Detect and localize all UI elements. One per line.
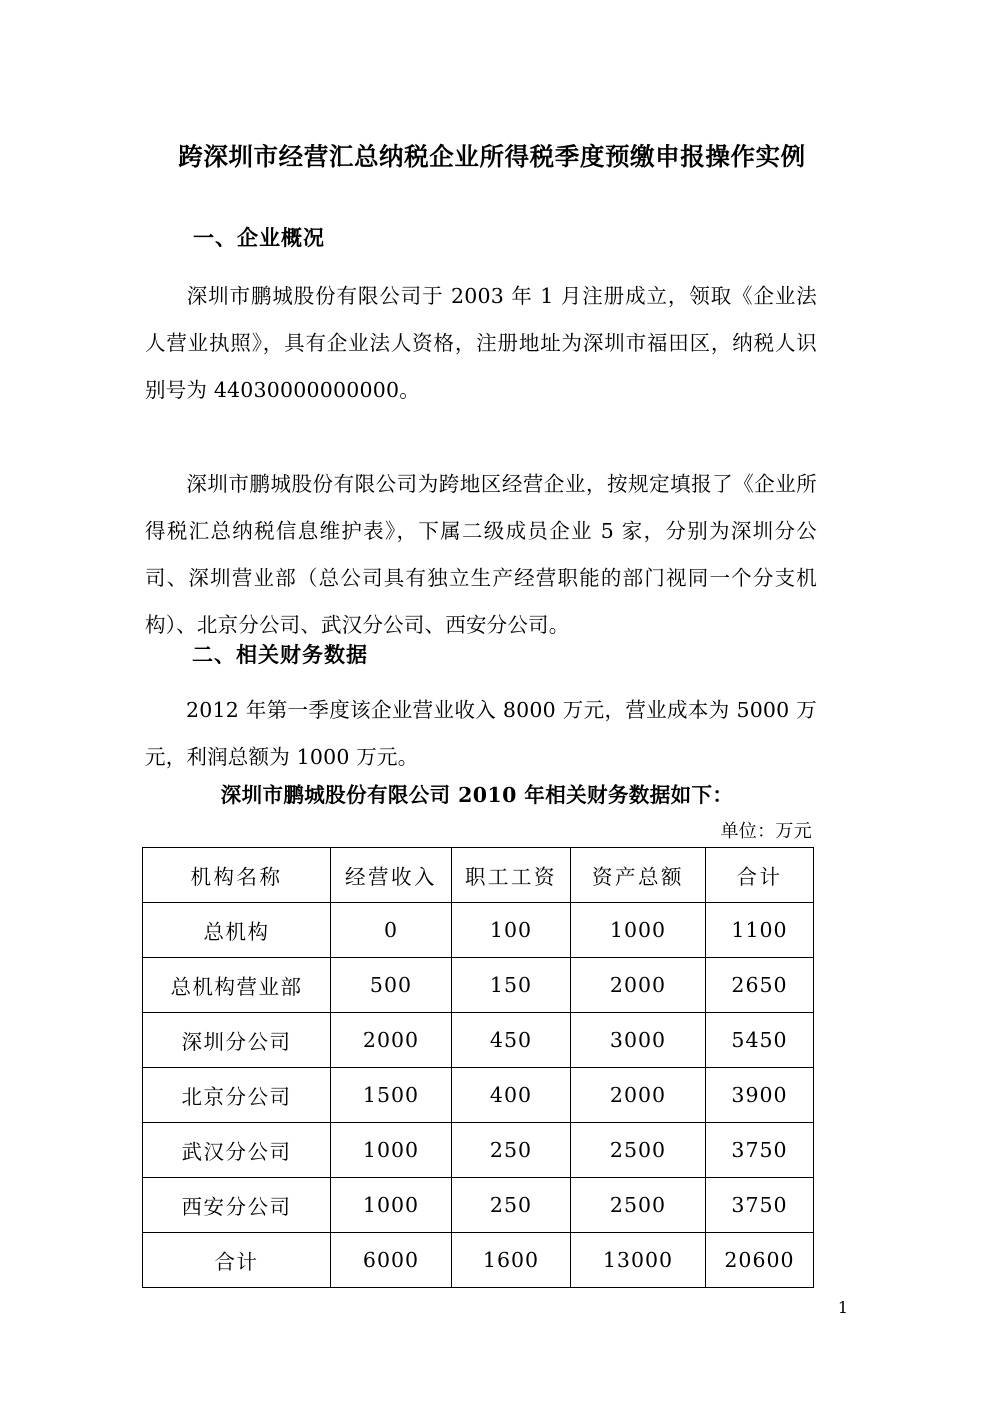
cell-total-assets: 2000 [571, 1068, 706, 1123]
cell-institution-name: 合计 [143, 1233, 331, 1288]
paragraph-quarterly-figures [145, 687, 817, 781]
table-row [143, 1178, 814, 1233]
cell-employee-wages: 250 [452, 1178, 571, 1233]
paragraph-branch-structure [145, 461, 817, 649]
cell-total: 1100 [706, 903, 814, 958]
table-unit-label: 单位：万元 [720, 821, 812, 842]
section-heading-financial-data: 二、相关财务数据 [192, 642, 368, 668]
cell-operating-income: 6000 [331, 1233, 452, 1288]
paragraph-text: 深圳市鹏城股份有限公司于 2003 年 1 月注册成立，领取《企业法人营业执照》，具有企业法人资格，注册地址为深圳市福田区，纳税人识别号为 44030000000000。 [145, 283, 817, 402]
table-header-employee-wages: 职工工资 [452, 848, 571, 903]
cell-institution-name: 总机构 [143, 903, 331, 958]
section-heading-enterprise-overview: 一、企业概况 [193, 225, 325, 251]
cell-total-assets: 2000 [571, 958, 706, 1013]
cell-employee-wages: 450 [452, 1013, 571, 1068]
page-number: 1 [837, 1298, 848, 1317]
cell-operating-income: 1500 [331, 1068, 452, 1123]
cell-institution-name: 武汉分公司 [143, 1123, 331, 1178]
table-row [143, 1013, 814, 1068]
cell-operating-income: 2000 [331, 1013, 452, 1068]
cell-employee-wages: 1600 [452, 1233, 571, 1288]
cell-total: 3900 [706, 1068, 814, 1123]
cell-operating-income: 1000 [331, 1123, 452, 1178]
cell-operating-income: 0 [331, 903, 452, 958]
cell-operating-income: 500 [331, 958, 452, 1013]
paragraph-text: 2012 年第一季度该企业营业收入 8000 万元，营业成本为 5000 万元，利润总额为 1000 万元。 [145, 697, 817, 769]
cell-institution-name: 总机构营业部 [143, 958, 331, 1013]
cell-total: 3750 [706, 1178, 814, 1233]
cell-operating-income: 1000 [331, 1178, 452, 1233]
cell-employee-wages: 250 [452, 1123, 571, 1178]
cell-employee-wages: 100 [452, 903, 571, 958]
cell-total-assets: 13000 [571, 1233, 706, 1288]
cell-total-assets: 1000 [571, 903, 706, 958]
cell-employee-wages: 150 [452, 958, 571, 1013]
table-caption: 深圳市鹏城股份有限公司 2010 年相关财务数据如下： [220, 783, 734, 807]
cell-total: 20600 [706, 1233, 814, 1288]
table-row [143, 1068, 814, 1123]
cell-institution-name: 深圳分公司 [143, 1013, 331, 1068]
cell-total-assets: 2500 [571, 1123, 706, 1178]
cell-institution-name: 北京分公司 [143, 1068, 331, 1123]
table-row [143, 1123, 814, 1178]
table-header-operating-income: 经营收入 [331, 848, 452, 903]
cell-total: 5450 [706, 1013, 814, 1068]
paragraph-text: 深圳市鹏城股份有限公司为跨地区经营企业，按规定填报了《企业所得税汇总纳税信息维护表》，下属二级成员企业 5 家，分别为深圳分公司、深圳营业部（总公司具有独立生产经营职能的部门视同一个分支机构）、北京分公司、武汉分公司、西安分公司。 [145, 471, 817, 637]
table-header-total-assets: 资产总额 [571, 848, 706, 903]
table-row [143, 958, 814, 1013]
cell-total: 3750 [706, 1123, 814, 1178]
cell-employee-wages: 400 [452, 1068, 571, 1123]
table-row [143, 903, 814, 958]
table-header-total: 合计 [706, 848, 814, 903]
paragraph-company-registration [145, 273, 817, 414]
cell-total: 2650 [706, 958, 814, 1013]
table-row-total [143, 1233, 814, 1288]
table-header-institution-name: 机构名称 [143, 848, 331, 903]
cell-institution-name: 西安分公司 [143, 1178, 331, 1233]
table-header-row [143, 848, 814, 903]
financial-data-table [142, 847, 814, 1288]
cell-total-assets: 3000 [571, 1013, 706, 1068]
page-title: 跨深圳市经营汇总纳税企业所得税季度预缴申报操作实例 [178, 142, 806, 172]
cell-total-assets: 2500 [571, 1178, 706, 1233]
